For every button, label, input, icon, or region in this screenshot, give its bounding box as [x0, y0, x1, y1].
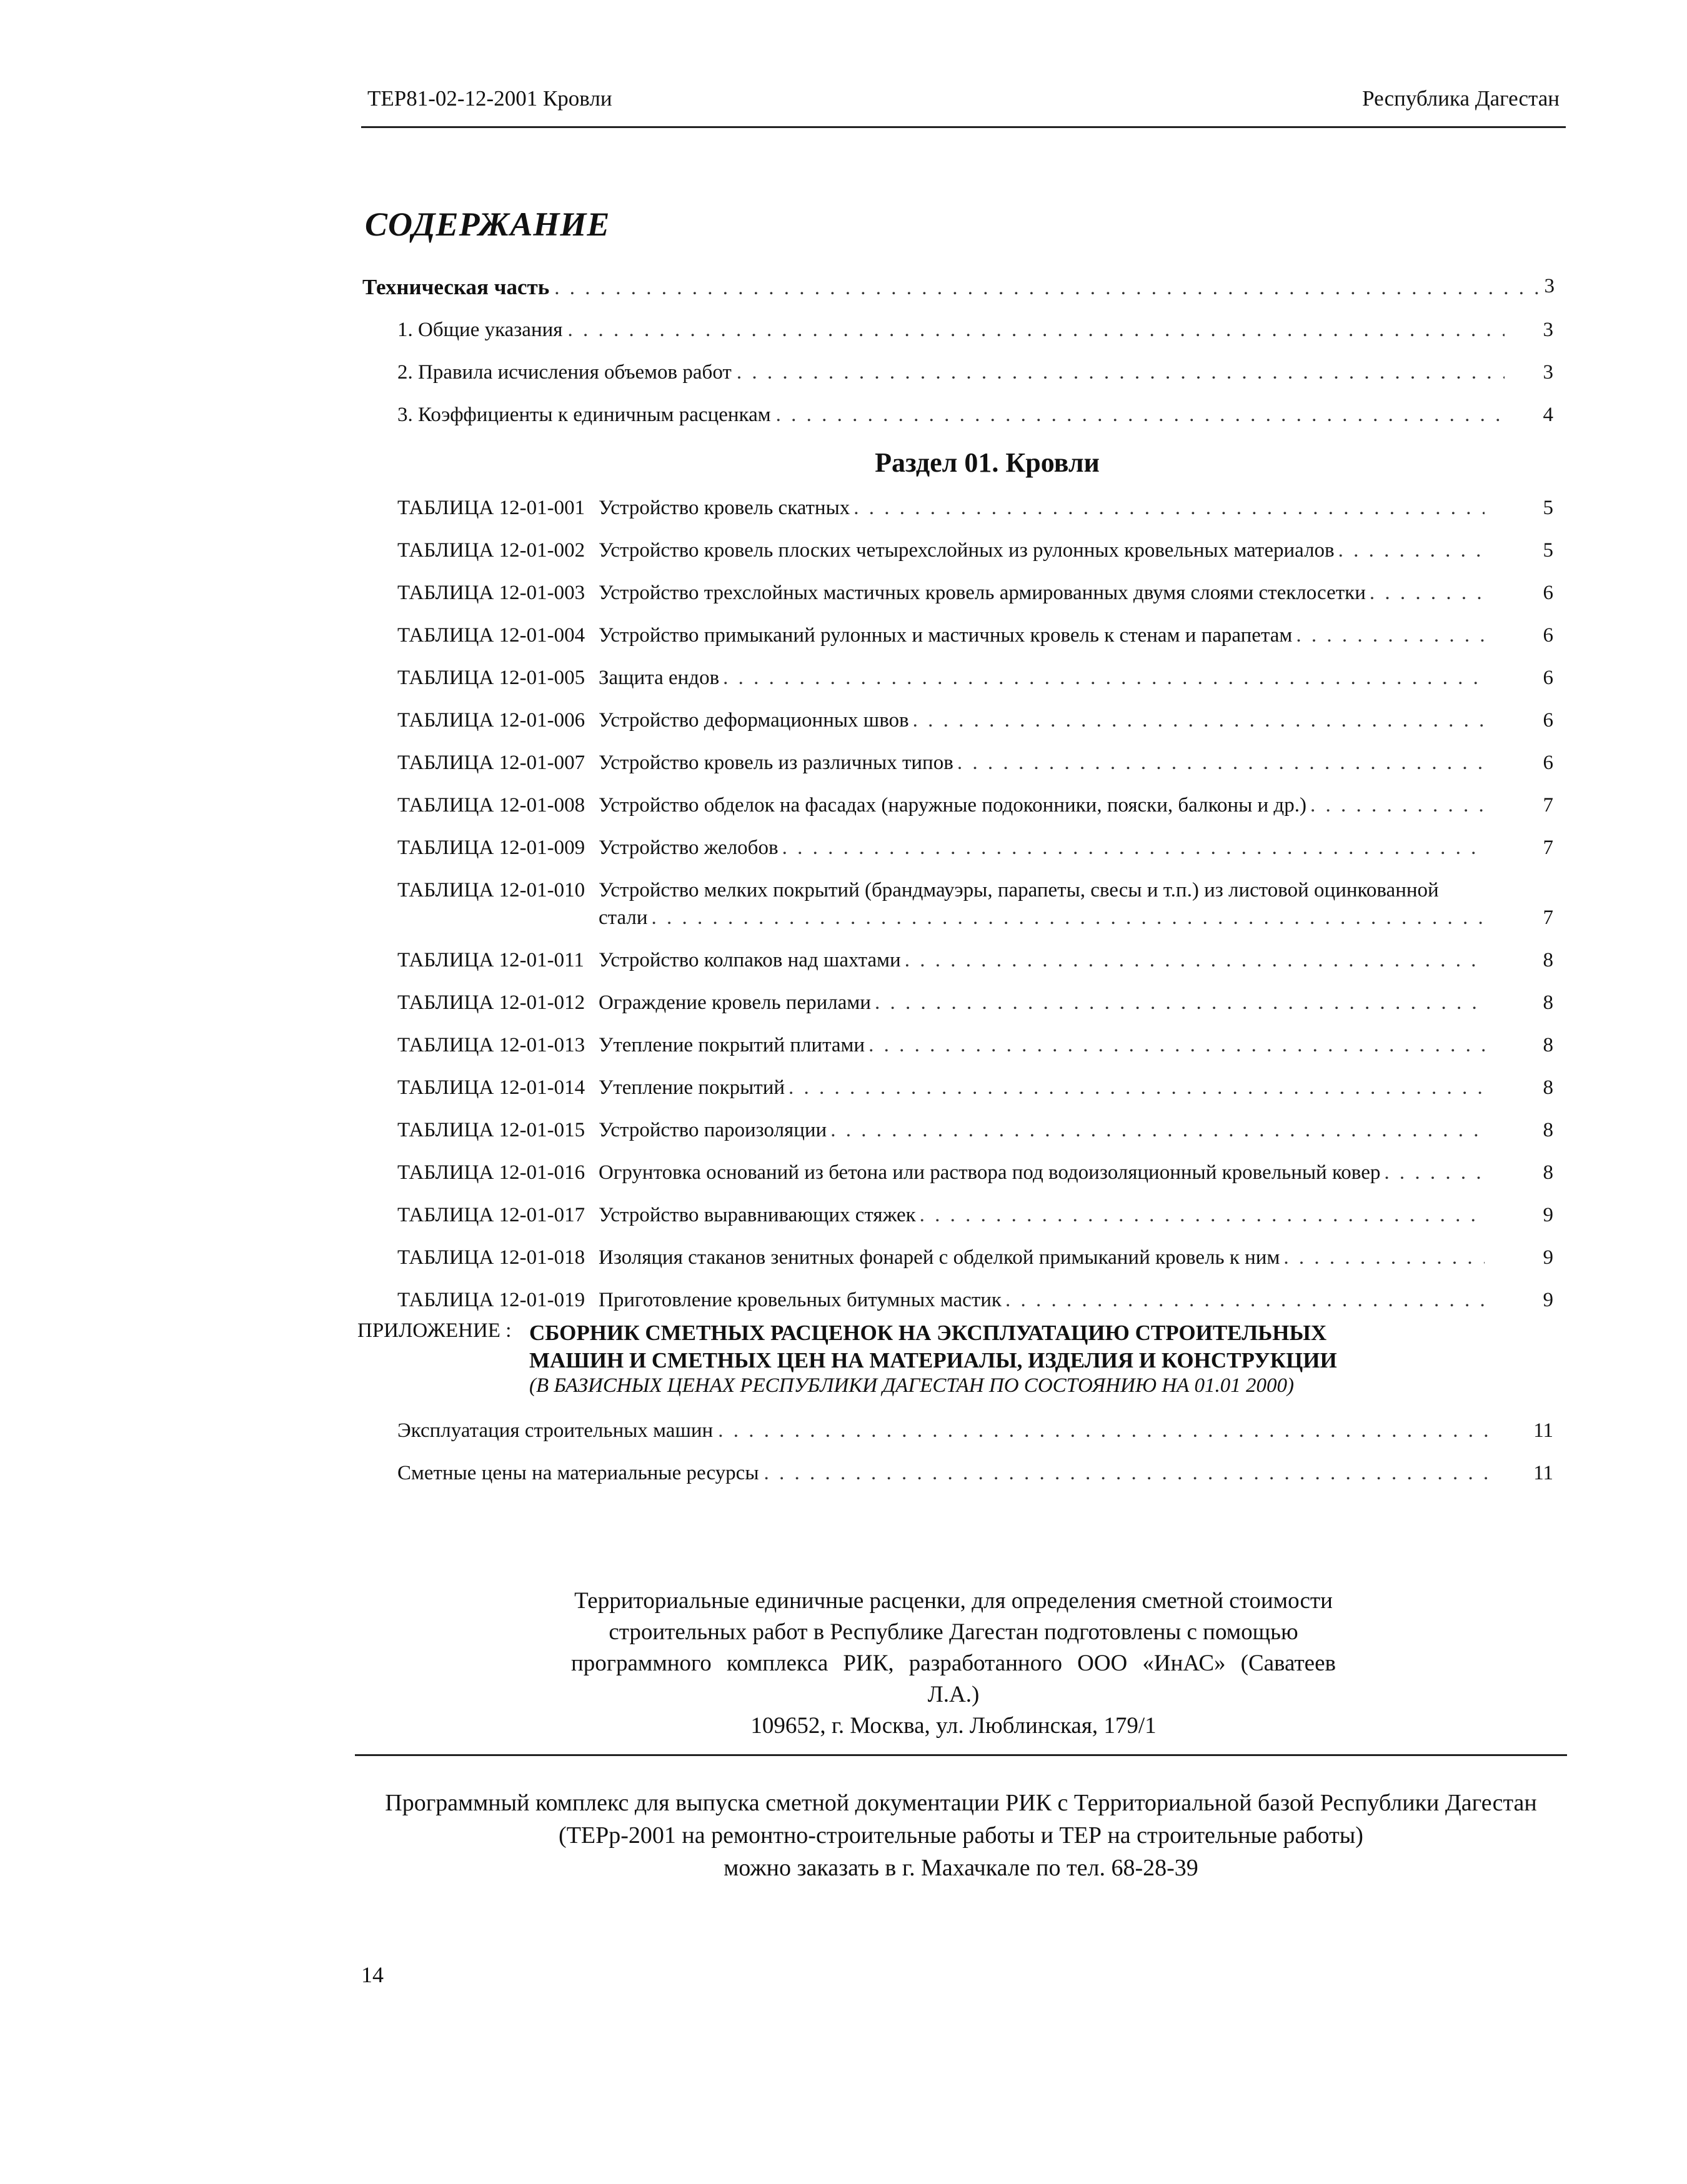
toc-page-number: 8 [1543, 949, 1553, 971]
toc-table-entry[interactable] [397, 752, 1553, 780]
table-code: ТАБЛИЦА 12-01-004 [397, 624, 585, 647]
dot-leader [1296, 624, 1485, 647]
table-description-row [599, 1246, 1485, 1269]
table-description-row [599, 1289, 1485, 1312]
dot-leader [789, 1076, 1485, 1099]
toc-table-entry[interactable] [397, 794, 1553, 823]
table-description-row [599, 1076, 1485, 1099]
toc-table-entry[interactable] [397, 582, 1553, 610]
appendix-title-line: СБОРНИК СМЕТНЫХ РАСЦЕНОК НА ЭКСПЛУАТАЦИЮ СТРОИТЕЛЬНЫХ [529, 1321, 1327, 1345]
dot-leader [776, 404, 1505, 427]
table-description-row [599, 836, 1485, 860]
toc-title: СОДЕРЖАНИЕ [365, 206, 610, 243]
dot-leader [764, 1462, 1493, 1485]
table-description-row [599, 1034, 1485, 1057]
table-description-row [599, 991, 1485, 1015]
toc-entry-label: 1. Общие указания [397, 319, 563, 341]
dot-leader [913, 709, 1485, 732]
table-code: ТАБЛИЦА 12-01-005 [397, 667, 585, 689]
appendix-subtitle: (В БАЗИСНЫХ ЦЕНАХ РЕСПУБЛИКИ ДАГЕСТАН ПО СОСТОЯНИЮ НА 01.01 2000) [529, 1374, 1294, 1397]
table-description-row [599, 906, 1485, 930]
table-code: ТАБЛИЦА 12-01-017 [397, 1204, 585, 1226]
toc-page-number: 7 [1543, 794, 1553, 817]
dot-leader [1338, 539, 1485, 562]
table-description-row [599, 709, 1485, 732]
toc-table-entry[interactable] [397, 1161, 1553, 1190]
toc-page-number: 3 [1543, 361, 1553, 384]
table-code: ТАБЛИЦА 12-01-008 [397, 794, 585, 817]
toc-entry-rules[interactable] [397, 361, 1553, 384]
toc-page-number: 5 [1543, 497, 1553, 519]
dot-leader [853, 497, 1485, 520]
toc-table-entry[interactable] [397, 497, 1553, 525]
toc-entry-general[interactable] [397, 319, 1553, 342]
table-description-continued: стали [599, 906, 648, 929]
footer-line: (ТЕРр-2001 на ремонтно-строительные работы и ТЕР на строительные работы) [559, 1822, 1363, 1849]
table-code: ТАБЛИЦА 12-01-013 [397, 1034, 585, 1056]
toc-page-number: 4 [1543, 404, 1553, 426]
toc-entry-label: Сметные цены на материальные ресурсы [397, 1462, 759, 1484]
appendix-title [529, 1319, 1337, 1374]
dot-leader [737, 361, 1505, 384]
table-description: Огрунтовка оснований из бетона или раствора под водоизоляционный кровельный ковер [599, 1161, 1381, 1184]
footer-line: Программный комплекс для выпуска сметной документации РИК с Территориальной базой Республики Дагестан [385, 1790, 1537, 1816]
toc-table-entry[interactable] [397, 949, 1553, 978]
toc-page-number: 11 [1533, 1462, 1553, 1484]
credits-line: программного комплекса РИК, разработанного ООО «ИнАС» (Саватеев Л.А.) [571, 1650, 1336, 1707]
toc-page-number: 6 [1543, 709, 1553, 732]
dot-leader [567, 319, 1505, 342]
toc-entry-label: Техническая часть [362, 275, 550, 299]
dot-leader [1370, 582, 1485, 605]
dot-leader [830, 1119, 1485, 1142]
footer-note [355, 1787, 1567, 1884]
toc-table-entry[interactable] [397, 1204, 1553, 1233]
table-description-row [599, 949, 1485, 972]
credits-line: Территориальные единичные расценки, для определения сметной стоимости [574, 1588, 1333, 1614]
toc-table-entry[interactable] [397, 991, 1553, 1020]
table-description-row [599, 794, 1485, 817]
dot-leader [554, 277, 1548, 300]
table-code: ТАБЛИЦА 12-01-002 [397, 539, 585, 562]
toc-page-number: 9 [1543, 1289, 1553, 1311]
dot-leader [920, 1204, 1485, 1227]
toc-page-number: 11 [1533, 1419, 1553, 1442]
table-description: Устройство обделок на фасадах (наружные подоконники, пояски, балконы и др.) [599, 794, 1306, 817]
toc-page-number: 7 [1543, 906, 1553, 929]
toc-table-entry[interactable] [397, 1246, 1553, 1275]
table-description-row [599, 879, 1485, 902]
table-description: Устройство примыканий рулонных и мастичных кровель к стенам и парапетам [599, 624, 1293, 647]
toc-entry-materials[interactable] [397, 1462, 1553, 1485]
table-code: ТАБЛИЦА 12-01-003 [397, 582, 585, 604]
dot-leader [782, 836, 1485, 860]
dot-leader [905, 949, 1485, 972]
table-description: Устройство пароизоляции [599, 1119, 827, 1141]
table-description: Устройство колпаков над шахтами [599, 949, 901, 971]
table-description: Устройство кровель скатных [599, 497, 850, 519]
table-description: Защита ендов [599, 667, 720, 689]
table-description: Устройство кровель из различных типов [599, 752, 953, 774]
footer-line: можно заказать в г. Махачкале по тел. 68-28-39 [724, 1855, 1198, 1881]
region-name: Республика Дагестан [1362, 86, 1560, 111]
table-description: Устройство кровель плоских четырехслойных из рулонных кровельных материалов [599, 539, 1335, 562]
toc-entry-technical[interactable] [362, 275, 1553, 300]
table-code: ТАБЛИЦА 12-01-015 [397, 1119, 585, 1141]
table-code: ТАБЛИЦА 12-01-019 [397, 1289, 585, 1311]
appendix-title-line: МАШИН И СМЕТНЫХ ЦЕН НА МАТЕРИАЛЫ, ИЗДЕЛИЯ И КОНСТРУКЦИИ [529, 1348, 1337, 1372]
table-code: ТАБЛИЦА 12-01-010 [397, 879, 585, 901]
table-description-row [599, 497, 1485, 520]
table-code: ТАБЛИЦА 12-01-001 [397, 497, 585, 519]
toc-page-number: 8 [1543, 1076, 1553, 1099]
document-code: ТЕР81-02-12-2001 Кровли [367, 86, 612, 111]
table-code: ТАБЛИЦА 12-01-016 [397, 1161, 585, 1184]
table-code: ТАБЛИЦА 12-01-018 [397, 1246, 585, 1269]
table-description-row [599, 1204, 1485, 1227]
toc-page-number: 8 [1543, 991, 1553, 1014]
dot-leader [868, 1034, 1485, 1057]
toc-table-entry[interactable] [397, 624, 1553, 653]
toc-table-entry[interactable] [397, 1289, 1553, 1318]
toc-entry-label: 3. Коэффициенты к единичным расценкам [397, 404, 771, 426]
table-description: Утепление покрытий [599, 1076, 785, 1099]
toc-page-number: 6 [1543, 752, 1553, 774]
table-description-row [599, 752, 1485, 775]
table-description: Изоляция стаканов зенитных фонарей с обделкой примыканий кровель к ним [599, 1246, 1280, 1269]
table-description-row [599, 1119, 1485, 1142]
table-description: Устройство трехслойных мастичных кровель армированных двумя слоями стеклосетки [599, 582, 1366, 604]
page-number: 14 [361, 1962, 384, 1987]
toc-page-number: 7 [1543, 836, 1553, 859]
credits-paragraph [571, 1586, 1336, 1742]
table-description: Устройство мелких покрытий (брандмауэры, парапеты, свесы и т.п.) из листовой оцинкованной [599, 879, 1439, 901]
toc-entry-label: 2. Правила исчисления объемов работ [397, 361, 732, 384]
table-description: Устройство желобов [599, 836, 779, 859]
table-description: Устройство выравнивающих стяжек [599, 1204, 916, 1226]
toc-page-number: 3 [1544, 275, 1555, 297]
toc-table-entry[interactable] [397, 539, 1553, 568]
table-description: Устройство деформационных швов [599, 709, 909, 732]
toc-table-entry[interactable] [397, 879, 1553, 936]
table-code: ТАБЛИЦА 12-01-011 [397, 949, 584, 971]
table-description-row [599, 667, 1485, 690]
toc-table-entry[interactable] [397, 709, 1553, 738]
table-description-row [599, 539, 1485, 562]
toc-page-number: 9 [1543, 1204, 1553, 1226]
table-code: ТАБЛИЦА 12-01-006 [397, 709, 585, 732]
table-description: Приготовление кровельных битумных мастик [599, 1289, 1002, 1311]
footer-divider [355, 1754, 1567, 1756]
toc-page-number: 6 [1543, 582, 1553, 604]
dot-leader [1005, 1289, 1485, 1312]
dot-leader [1384, 1161, 1485, 1184]
toc-page-number: 8 [1543, 1119, 1553, 1141]
toc-page-number: 8 [1543, 1161, 1553, 1184]
section-heading: Раздел 01. Кровли [875, 447, 1100, 478]
dot-leader [957, 752, 1485, 775]
toc-table-entry[interactable] [397, 1119, 1553, 1148]
toc-table-entry[interactable] [397, 836, 1553, 865]
appendix-label: ПРИЛОЖЕНИЕ : [357, 1319, 512, 1342]
table-code: ТАБЛИЦА 12-01-014 [397, 1076, 585, 1099]
toc-entry-label: Эксплуатация строительных машин [397, 1419, 714, 1442]
table-description: Ограждение кровель перилами [599, 991, 871, 1014]
table-code: ТАБЛИЦА 12-01-007 [397, 752, 585, 774]
table-code: ТАБЛИЦА 12-01-009 [397, 836, 585, 859]
dot-leader [723, 667, 1485, 690]
page-header [361, 81, 1566, 128]
table-description-row [599, 1161, 1485, 1184]
toc-page-number: 5 [1543, 539, 1553, 562]
toc-page-number: 6 [1543, 624, 1553, 647]
toc-entry-machines[interactable] [397, 1419, 1553, 1442]
credits-line: 109652, г. Москва, ул. Люблинская, 179/1 [750, 1713, 1157, 1739]
toc-table-entry[interactable] [397, 1076, 1553, 1105]
table-description: Утепление покрытий плитами [599, 1034, 865, 1056]
toc-table-entry[interactable] [397, 667, 1553, 695]
toc-page-number: 6 [1543, 667, 1553, 689]
toc-page-number: 3 [1543, 319, 1553, 341]
toc-entry-coefficients[interactable] [397, 404, 1553, 427]
toc-page-number: 8 [1543, 1034, 1553, 1056]
dot-leader [1310, 794, 1485, 817]
table-description-row [599, 582, 1485, 605]
toc-page-number: 9 [1543, 1246, 1553, 1269]
credits-line: строительных работ в Республике Дагестан подготовлены с помощью [609, 1619, 1298, 1645]
table-code: ТАБЛИЦА 12-01-012 [397, 991, 585, 1014]
table-description-row [599, 624, 1485, 647]
dot-leader [652, 906, 1485, 930]
toc-table-entry[interactable] [397, 1034, 1553, 1063]
dot-leader [718, 1419, 1492, 1442]
dot-leader [875, 991, 1485, 1015]
dot-leader [1283, 1246, 1485, 1269]
